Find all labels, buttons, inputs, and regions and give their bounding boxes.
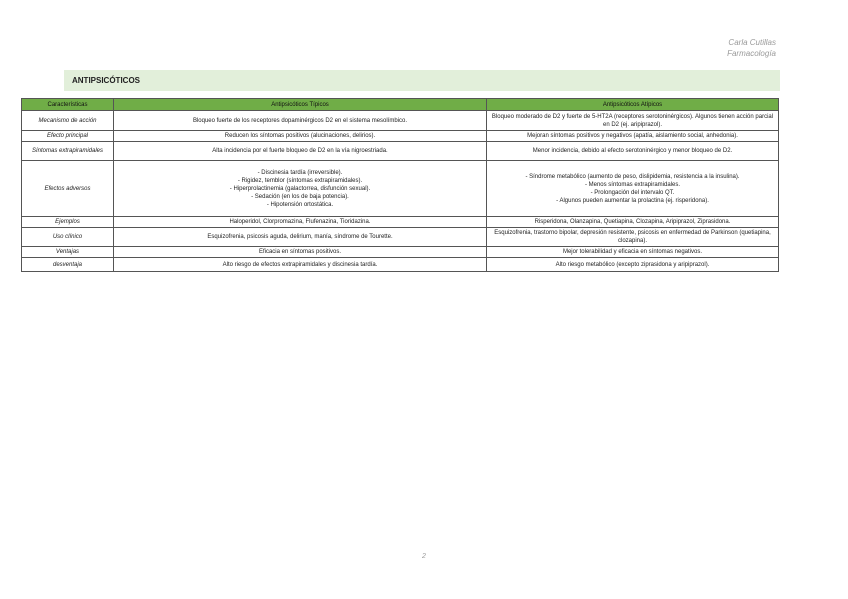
cell-text: Risperidona, Olanzapina, Quetiapina, Clozapina, Aripiprazol, Ziprasidona. (534, 219, 731, 225)
cell-typical (114, 217, 487, 228)
comparison-table (21, 98, 779, 272)
cell-typical (114, 258, 487, 272)
cell-text: - Hipotensión ortostática. (266, 201, 334, 208)
table-row (22, 228, 779, 247)
cell-typical (114, 228, 487, 247)
cell-typical (114, 247, 487, 258)
cell-typical (114, 142, 487, 161)
cell-atypical (487, 228, 779, 247)
cell-text: - Menos síntomas extrapiramidales. (584, 181, 681, 188)
column-header-characteristics: Características (22, 99, 114, 111)
table-body (22, 111, 779, 272)
cell-atypical (487, 258, 779, 272)
cell-text: Mejor tolerabilidad y eficacia en síntomas negativos. (562, 249, 703, 255)
cell-text: Bloqueo moderado de D2 y fuerte de 5-HT2A (receptores serotoninérgicos). Algunos tienen acción parcial en D2 (ej. aripiprazol). (491, 113, 774, 128)
cell-typical (114, 131, 487, 142)
table-row (22, 111, 779, 131)
cell-atypical (487, 217, 779, 228)
table-row (22, 131, 779, 142)
cell-text: Esquizofrenia, trastorno bipolar, depresión resistente, psicosis en enfermedad de Parkinson (quetiapina, clozapina). (494, 230, 771, 244)
cell-text: - Prolongación del intervalo QT. (590, 189, 675, 196)
cell-text: - Hiperprolactinemia (galactorrea, disfunción sexual). (229, 185, 371, 192)
cell-text: - Síndrome metabólico (aumento de peso, dislipidemia, resistencia a la insulina). (525, 173, 740, 180)
cell-text: - Discinesia tardía (irreversible). (257, 169, 343, 176)
section-title: ANTIPSICÓTICOS (64, 70, 780, 91)
cell-typical (114, 161, 487, 217)
cell-text: Menor incidencia, debido al efecto serotoninérgico y menor bloqueo de D2. (532, 148, 733, 154)
table-row (22, 161, 779, 217)
column-header-atypical: Antipsicóticos Atípicos (487, 99, 779, 111)
table-row (22, 258, 779, 272)
cell-text: - Sedación (en los de baja potencia). (251, 193, 349, 200)
cell-atypical (487, 131, 779, 142)
cell-text: Mejoran síntomas positivos y negativos (apatía, aislamiento social, anhedonia). (527, 133, 738, 139)
subject-name: Farmacología (727, 49, 776, 58)
table-row (22, 247, 779, 258)
cell-text: Eficacia en síntomas positivos. (258, 249, 342, 255)
cell-text: Bloqueo fuerte de los receptores dopaminérgicos D2 en el sistema mesolímbico. (192, 117, 408, 124)
cell-typical (114, 111, 487, 131)
cell-text: Alto riesgo de efectos extrapiramidales y discinesia tardía. (222, 261, 378, 268)
author-name: Carla Cutillas (728, 38, 776, 47)
table-row (22, 217, 779, 228)
cell-atypical (487, 142, 779, 161)
row-label: Efecto principal (22, 131, 114, 142)
header-author (727, 37, 776, 59)
cell-atypical (487, 161, 779, 217)
cell-text: Reducen los síntomas positivos (alucinaciones, delirios). (224, 133, 376, 139)
cell-text: - Rigidez, temblor (síntomas extrapiramidales). (237, 177, 363, 184)
table-row (22, 142, 779, 161)
row-label: desventaja (22, 258, 114, 272)
row-label: Uso clínico (22, 228, 114, 247)
cell-text: Alta incidencia por el fuerte bloqueo de D2 en la vía nigroestriada. (212, 148, 388, 154)
row-label: Efectos adversos (22, 161, 114, 217)
row-label: Ventajas (22, 247, 114, 258)
cell-text: Haloperidol, Clorpromazina, Flufenazina, Tioridazina. (229, 219, 371, 225)
row-label: Mecanismo de acción (22, 111, 114, 131)
row-label: Ejemplos (22, 217, 114, 228)
cell-text: Esquizofrenia, psicosis aguda, delirium, manía, síndrome de Tourette. (207, 234, 393, 240)
cell-text: Alto riesgo metabólico (excepto ziprasidona y aripiprazol). (555, 261, 710, 268)
table-header-row (22, 99, 779, 111)
column-header-typical: Antipsicóticos Típicos (114, 99, 487, 111)
cell-atypical (487, 247, 779, 258)
page-number: 2 (422, 553, 426, 560)
cell-text: - Algunos pueden aumentar la prolactina (ej. risperidona). (556, 197, 709, 204)
row-label: Síntomas extrapiramidales (22, 142, 114, 161)
cell-atypical (487, 111, 779, 131)
